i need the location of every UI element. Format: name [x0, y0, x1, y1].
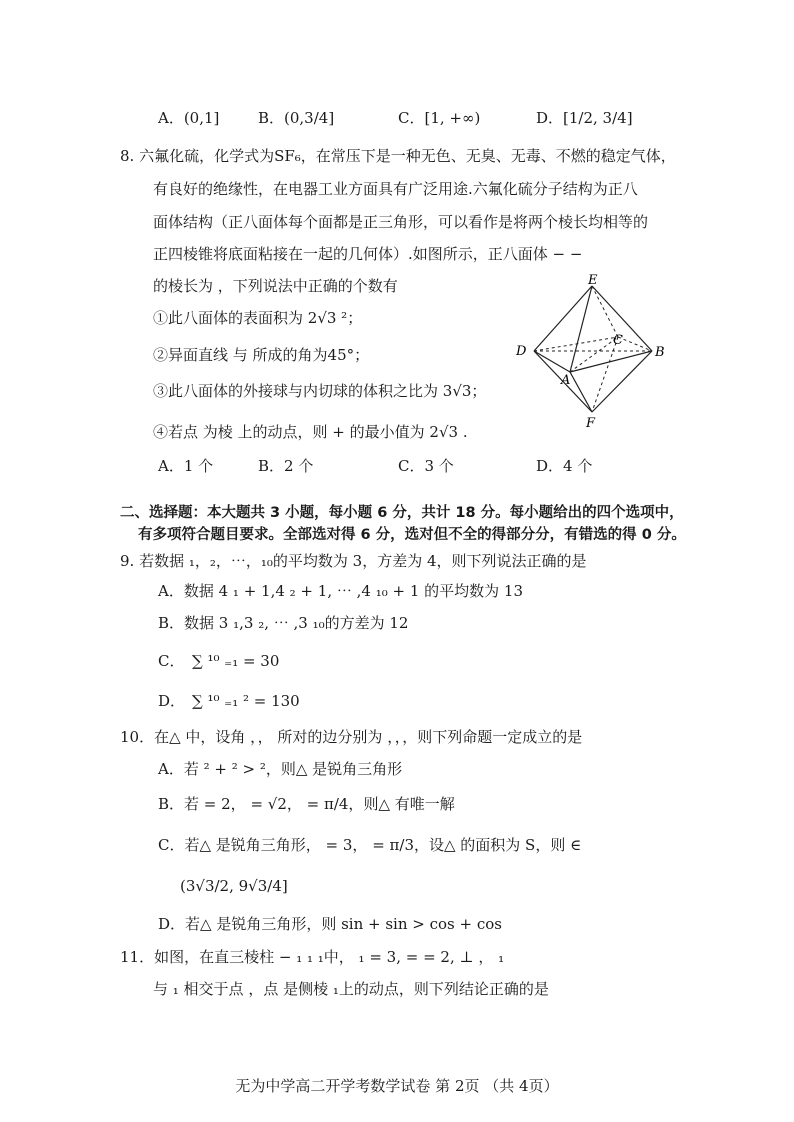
q8-stem-line-1: 8. 六氟化硫，化学式为SF₆，在常压下是一种无色、无臭、无毒、不燃的稳定气体， [120, 147, 676, 165]
q10-option-c-interval: (3√3/2, 9√3/4] [180, 877, 288, 895]
vertex-label-d: D [516, 344, 527, 359]
q8-stem-line-5: 的棱长为 ，下列说法中正确的个数有 [153, 277, 398, 295]
q10-option-b: B．若 = 2， = √2， = π/4，则△ 有唯一解 [158, 795, 455, 813]
q8-option-b: B．2 个 [258, 457, 314, 475]
q8-stem-line-3: 面体结构（正八面体每个面都是正三角形，可以看作是将两个棱长均相等的 [153, 213, 649, 231]
q11-stem-line-2: 与 ₁ 相交于点 ，点 是侧棱 ₁上的动点，则下列结论正确的是 [153, 980, 549, 998]
vertex-label-b: B [655, 345, 665, 360]
section-2-heading-line-2: 有多项符合题目要求。全部选对得 6 分，选对但不全的得部分分，有错选的得 0 分。 [138, 527, 686, 543]
q10-option-c: C．若△ 是锐角三角形， = 3， = π/3，设△ 的面积为 S，则 ∈ [158, 836, 582, 854]
q9-option-b: B．数据 3 ₁,3 ₂, ⋯ ,3 ₁₀的方差为 12 [158, 614, 409, 632]
section-2-heading-line-1: 二、选择题：本大题共 3 小题，每小题 6 分，共计 18 分。每小题给出的四个选项中， [120, 505, 684, 521]
q7-option-c: C．[1, +∞) [398, 109, 481, 127]
q9-option-d-expr: ∑ ¹⁰ ₌₁ ² = 130 [192, 692, 300, 710]
q9-option-c-expr: ∑ ¹⁰ ₌₁ = 30 [192, 652, 280, 670]
q10-stem: 10．在△ 中，设角 ，， 所对的边分别为 ，，，则下列命题一定成立的是 [120, 728, 583, 746]
q7-option-a: A．(0,1] [158, 109, 220, 127]
octahedron-figure [510, 274, 685, 434]
vertex-label-a: A [561, 373, 571, 388]
q8-option-c: C．3 个 [398, 457, 454, 475]
q9-option-c-label: C． [158, 652, 185, 670]
q9-stem: 9. 若数据 ₁，₂，⋯，₁₀的平均数为 3，方差为 4，则下列说法正确的是 [120, 552, 587, 570]
q7-option-d: D．[1/2, 3/4] [536, 109, 633, 127]
q7-option-b: B．(0,3/4] [258, 109, 335, 127]
q8-statement-1: ①此八面体的表面积为 2√3 ²； [153, 309, 363, 327]
vertex-label-f: F [586, 416, 596, 431]
q9-option-a: A．数据 4 ₁ + 1,4 ₂ + 1, ⋯ ,4 ₁₀ + 1 的平均数为 13 [158, 582, 523, 600]
page-footer: 无为中学高二开学考数学试卷 第 2页 （共 4页） [235, 1077, 559, 1095]
q8-stem-line-4: 正四棱锥将底面粘接在一起的几何体）.如图所示，正八面体 − − [153, 245, 583, 263]
vertex-label-e: E [588, 274, 598, 288]
q8-statement-4: ④若点 为棱 上的动点，则 + 的最小值为 2√3 . [153, 423, 468, 441]
q8-statement-2: ②异面直线 与 所成的角为45°； [153, 346, 370, 364]
q8-statement-3: ③此八面体的外接球与内切球的体积之比为 3√3； [153, 382, 487, 400]
q9-option-d-label: D． [158, 692, 186, 710]
q8-option-a: A．1 个 [158, 457, 214, 475]
q10-option-d: D．若△ 是锐角三角形，则 sin + sin > cos + cos [158, 915, 502, 933]
q11-stem-line-1: 11．如图，在直三棱柱 − ₁ ₁ ₁中， ₁ = 3, = = 2, ⊥ ， ₁ [120, 948, 505, 966]
vertex-label-c: C [613, 333, 623, 348]
q10-option-a: A．若 ² + ² > ²，则△ 是锐角三角形 [158, 760, 403, 778]
q8-stem-line-2: 有良好的绝缘性，在电器工业方面具有广泛用途.六氟化硫分子结构为正八 [153, 180, 638, 198]
q8-option-d: D．4 个 [536, 457, 593, 475]
